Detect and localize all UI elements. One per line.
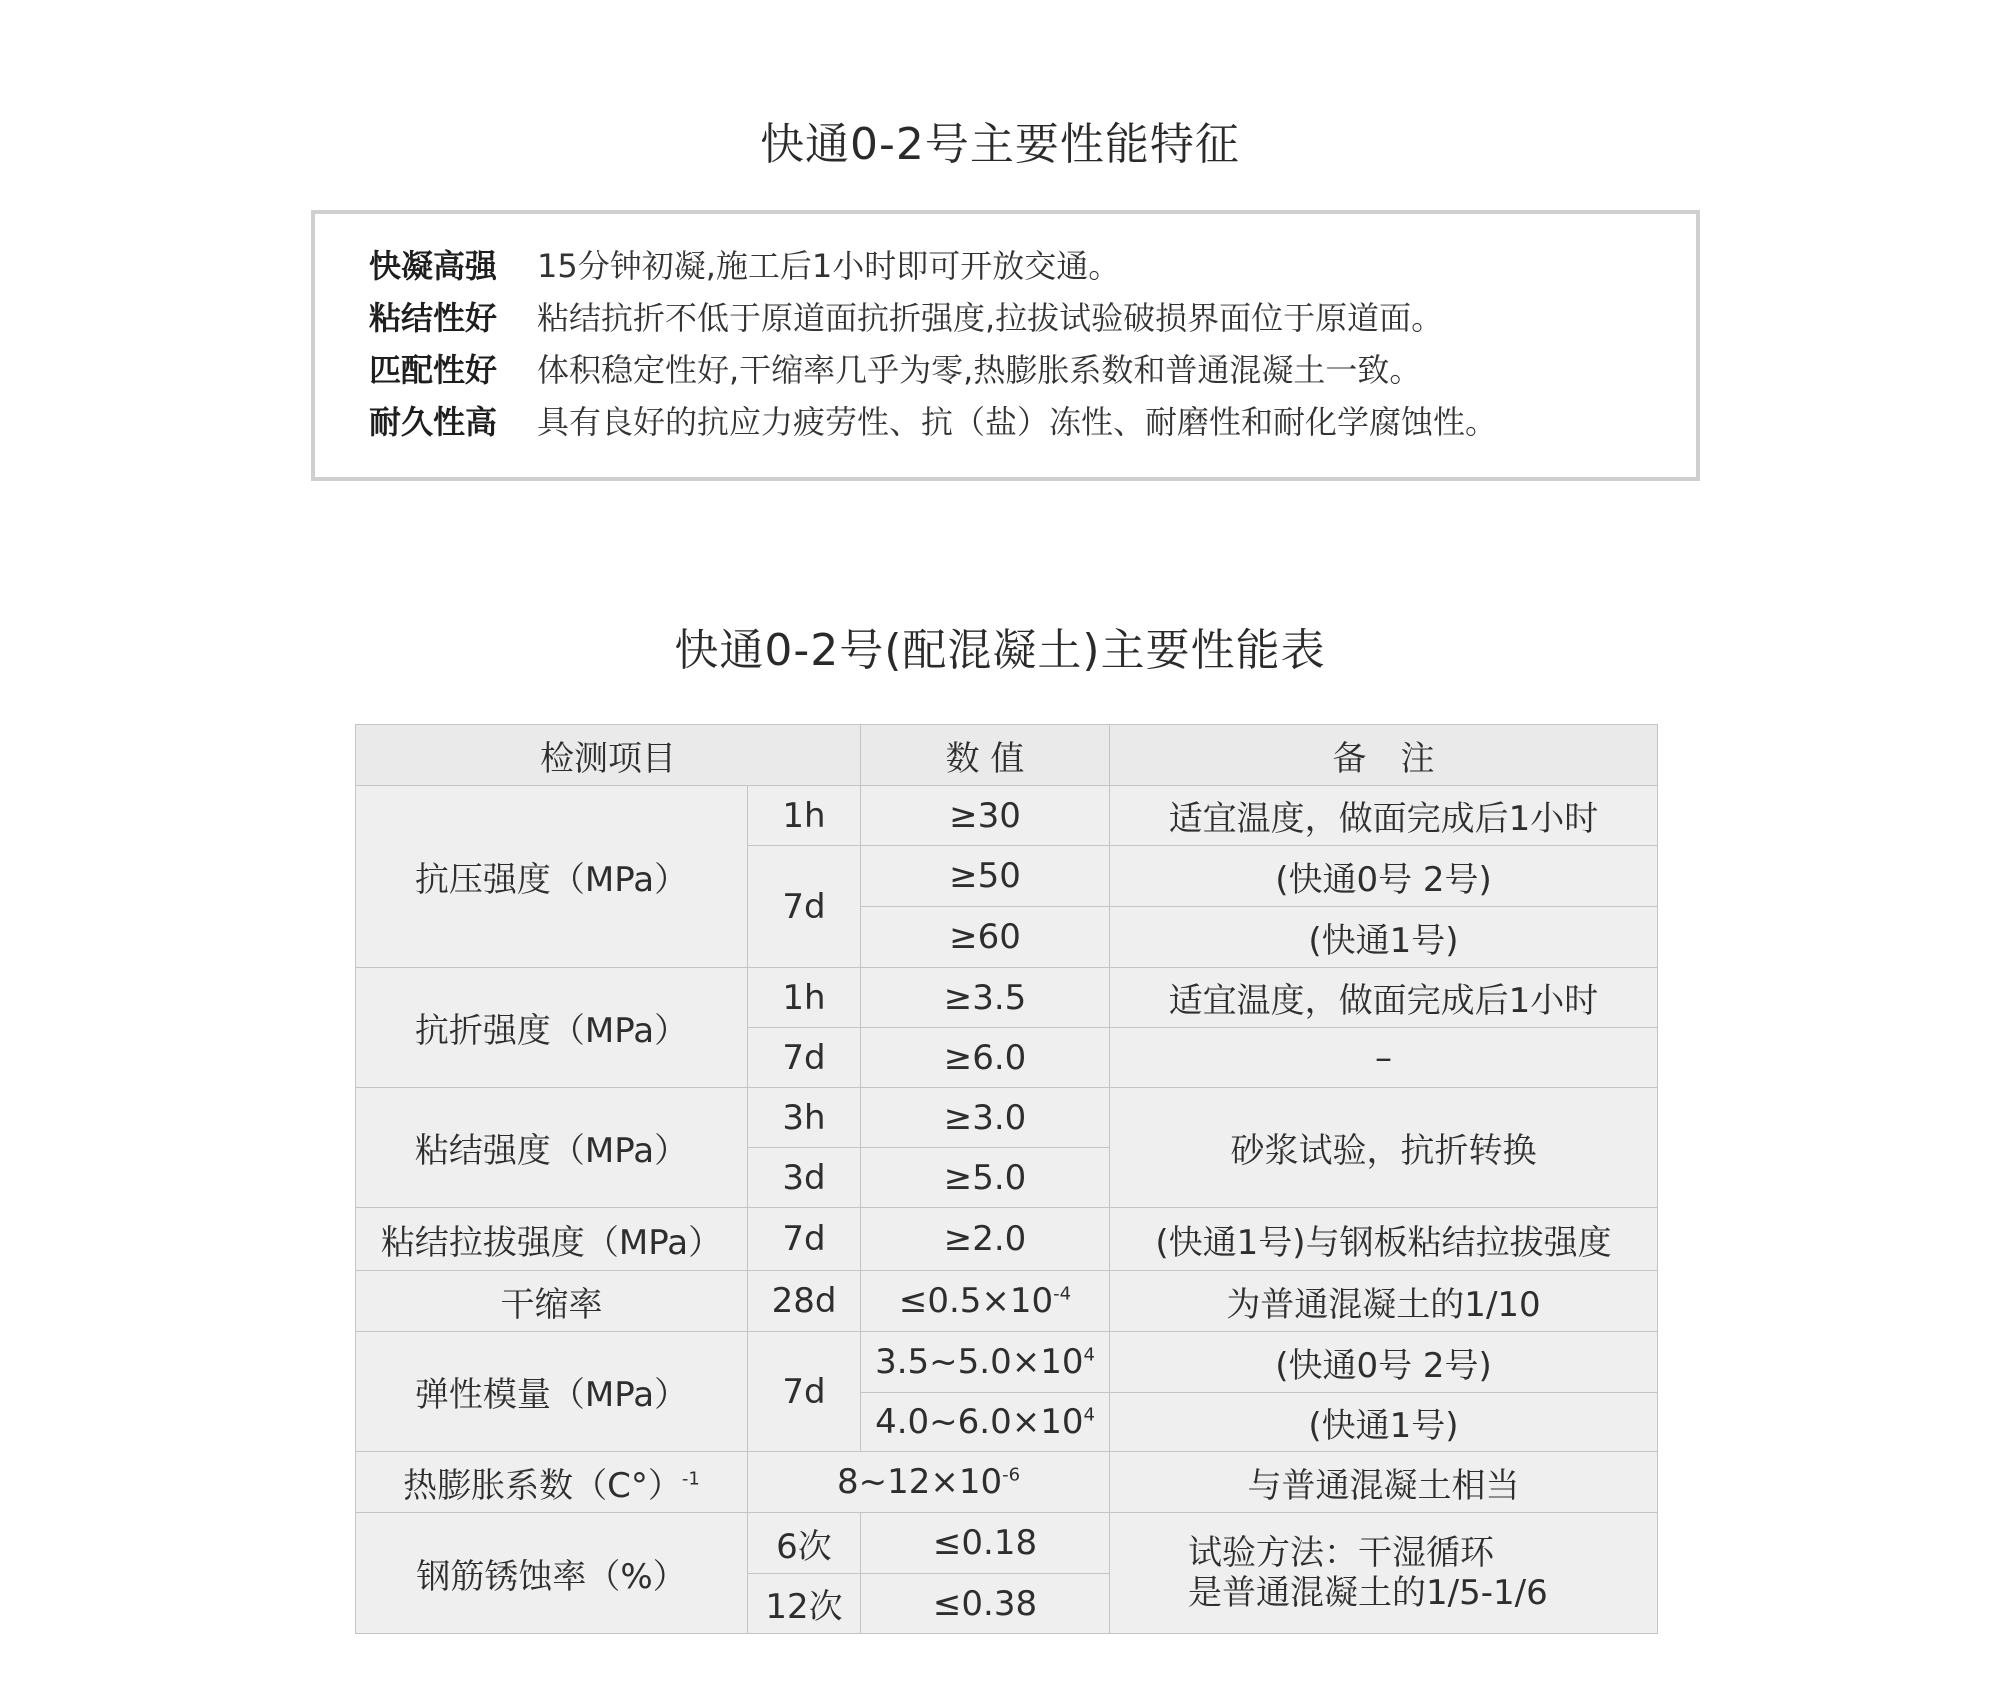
- feature-item: [369, 240, 1120, 292]
- table-header-row: [356, 725, 1658, 786]
- row-note: (快通0号 2号): [1110, 1332, 1658, 1393]
- row-age: 7d: [748, 846, 861, 968]
- row-note: 与普通混凝土相当: [1110, 1452, 1658, 1513]
- table-row: [356, 786, 1658, 846]
- row-note: (快通0号 2号): [1110, 846, 1658, 907]
- row-note: 适宜温度，做面完成后1小时: [1110, 786, 1658, 846]
- value-exponent: 4: [1083, 1344, 1095, 1366]
- value-exponent: -6: [1002, 1464, 1021, 1486]
- features-title: 快通0-2号主要性能特征: [760, 119, 1240, 170]
- row-cycles: 12次: [748, 1574, 861, 1634]
- row-note: (快通1号)与钢板粘结拉拔强度: [1110, 1208, 1658, 1271]
- label-base: 热膨胀系数（C°）: [403, 1465, 682, 1506]
- value-base: 8~12×10: [836, 1462, 1003, 1502]
- row-label: 干缩率: [356, 1271, 748, 1332]
- feature-term: 耐久性高: [369, 403, 498, 441]
- row-age: 1h: [748, 968, 861, 1028]
- feature-term: 匹配性好: [369, 351, 498, 389]
- feature-term: 快凝高强: [369, 247, 498, 285]
- row-value: ≥5.0: [861, 1148, 1110, 1208]
- row-value: ≥2.0: [861, 1208, 1110, 1271]
- value-exponent: 4: [1083, 1404, 1095, 1426]
- row-value: ≤0.18: [861, 1513, 1110, 1574]
- table-row: [356, 1208, 1658, 1271]
- row-label: [356, 1452, 748, 1513]
- feature-desc: 具有良好的抗应力疲劳性、抗（盐）冻性、耐磨性和耐化学腐蚀性。: [537, 403, 1498, 441]
- feature-item: [369, 344, 1421, 396]
- row-label: 粘结拉拔强度（MPa）: [356, 1208, 748, 1271]
- row-age: 7d: [748, 1028, 861, 1088]
- value-exponent: -4: [1053, 1283, 1072, 1305]
- note-line: 试验方法：干湿循环: [1188, 1533, 1494, 1573]
- header-item: 检测项目: [356, 725, 861, 786]
- row-note: 为普通混凝土的1/10: [1110, 1271, 1658, 1332]
- header-note: 备 注: [1110, 725, 1658, 786]
- row-label: 钢筋锈蚀率（%）: [356, 1513, 748, 1634]
- row-note: 适宜温度，做面完成后1小时: [1110, 968, 1658, 1028]
- row-note: (快通1号): [1110, 907, 1658, 968]
- feature-item: [369, 292, 1443, 344]
- row-age: 7d: [748, 1208, 861, 1271]
- row-label: 抗折强度（MPa）: [356, 968, 748, 1088]
- feature-item: [369, 396, 1497, 448]
- row-note: –: [1110, 1028, 1658, 1088]
- value-base: 3.5~5.0×10: [875, 1342, 1084, 1382]
- row-value: ≥60: [861, 907, 1110, 968]
- row-value: ≤0.38: [861, 1574, 1110, 1634]
- table-row: [356, 968, 1658, 1028]
- table-row: [356, 1513, 1658, 1574]
- features-box: [311, 210, 1700, 481]
- value-base: ≤0.5×10: [898, 1281, 1054, 1321]
- feature-desc: 粘结抗折不低于原道面抗折强度,拉拔试验破损界面位于原道面。: [537, 299, 1444, 337]
- feature-desc: 体积稳定性好,干缩率几乎为零,热膨胀系数和普通混凝土一致。: [537, 351, 1422, 389]
- feature-desc: 15分钟初凝,施工后1小时即可开放交通。: [537, 247, 1121, 285]
- row-note: 砂浆试验，抗折转换: [1110, 1088, 1658, 1208]
- table-row: [356, 1088, 1658, 1148]
- row-age: 28d: [748, 1271, 861, 1332]
- row-value: [861, 1393, 1110, 1452]
- row-value: ≥3.5: [861, 968, 1110, 1028]
- feature-term: 粘结性好: [369, 299, 498, 337]
- row-age: 3h: [748, 1088, 861, 1148]
- row-label: 弹性模量（MPa）: [356, 1332, 748, 1452]
- row-age: 3d: [748, 1148, 861, 1208]
- row-note: [1110, 1513, 1658, 1634]
- row-age: 7d: [748, 1332, 861, 1452]
- table-row: [356, 1271, 1658, 1332]
- row-label: 抗压强度（MPa）: [356, 786, 748, 968]
- row-value: ≥3.0: [861, 1088, 1110, 1148]
- value-base: 4.0~6.0×10: [875, 1402, 1084, 1442]
- label-exponent: -1: [681, 1468, 700, 1490]
- performance-table: [355, 724, 1658, 1634]
- row-value: [861, 1271, 1110, 1332]
- row-age: 1h: [748, 786, 861, 846]
- row-cycles: 6次: [748, 1513, 861, 1574]
- table-row: [356, 1452, 1658, 1513]
- row-value: ≥6.0: [861, 1028, 1110, 1088]
- row-label: 粘结强度（MPa）: [356, 1088, 748, 1208]
- header-value: 数 值: [861, 725, 1110, 786]
- note-line: 是普通混凝土的1/5-1/6: [1188, 1573, 1548, 1613]
- table-row: [356, 1332, 1658, 1393]
- row-note: (快通1号): [1110, 1393, 1658, 1452]
- row-value: [748, 1452, 1110, 1513]
- row-value: ≥50: [861, 846, 1110, 907]
- row-value: ≥30: [861, 786, 1110, 846]
- table-title: 快通0-2号(配混凝土)主要性能表: [674, 625, 1326, 676]
- row-value: [861, 1332, 1110, 1393]
